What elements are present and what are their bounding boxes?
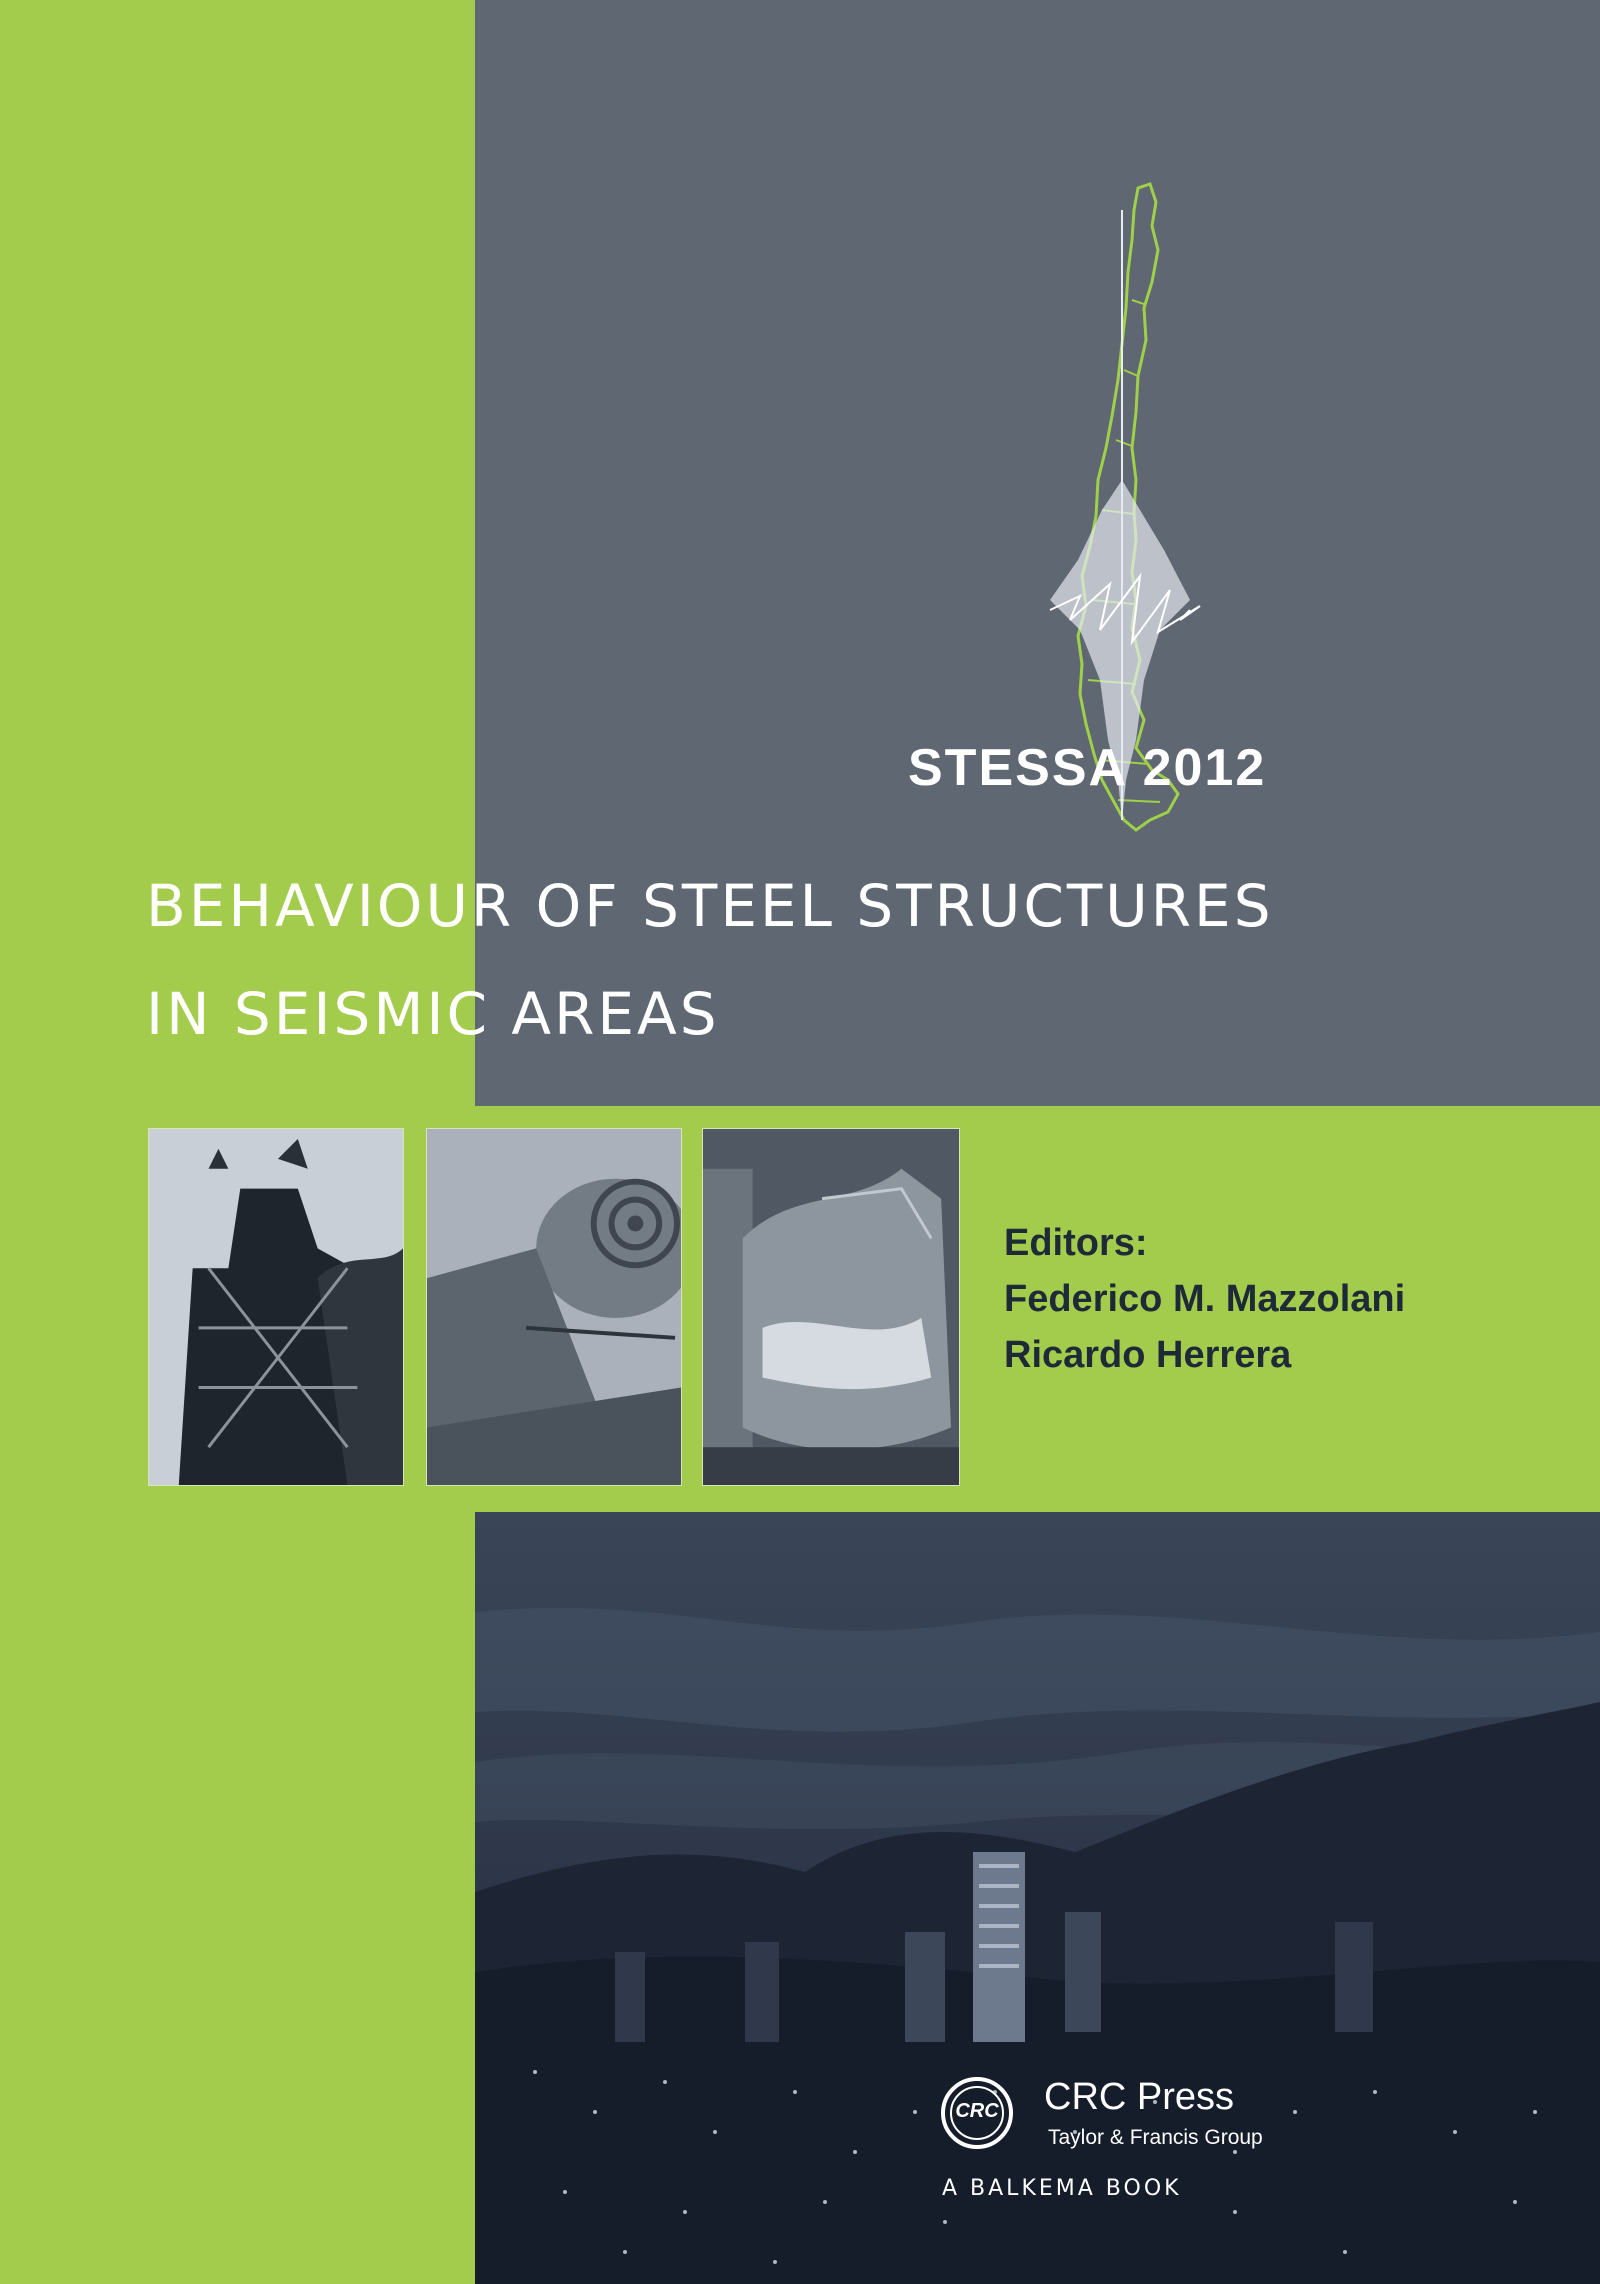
publisher-imprint: A BALKEMA BOOK xyxy=(942,2176,1182,2201)
photo-steel-tower xyxy=(148,1128,404,1486)
publisher-block xyxy=(936,2070,1316,2210)
crc-logo-text: CRC xyxy=(955,2100,999,2122)
editors-block xyxy=(1004,1215,1405,1383)
editors-heading: Editors: xyxy=(1004,1222,1148,1264)
editor-name: Ricardo Herrera xyxy=(1004,1334,1292,1376)
series-tag: STESSA 2012 xyxy=(908,739,1267,797)
photo-collapsed-silos xyxy=(426,1128,682,1486)
publisher-group: Taylor & Francis Group xyxy=(1048,2126,1263,2149)
photo-buckled-tank xyxy=(702,1128,960,1486)
book-title-line-2: IN SEISMIC AREAS xyxy=(146,980,720,1048)
title-panel xyxy=(475,0,1600,1106)
publisher-name: CRC Press xyxy=(1044,2076,1235,2118)
editor-name: Federico M. Mazzolani xyxy=(1004,1278,1406,1320)
book-title-line-1: BEHAVIOUR OF STEEL STRUCTURES xyxy=(146,872,1274,940)
